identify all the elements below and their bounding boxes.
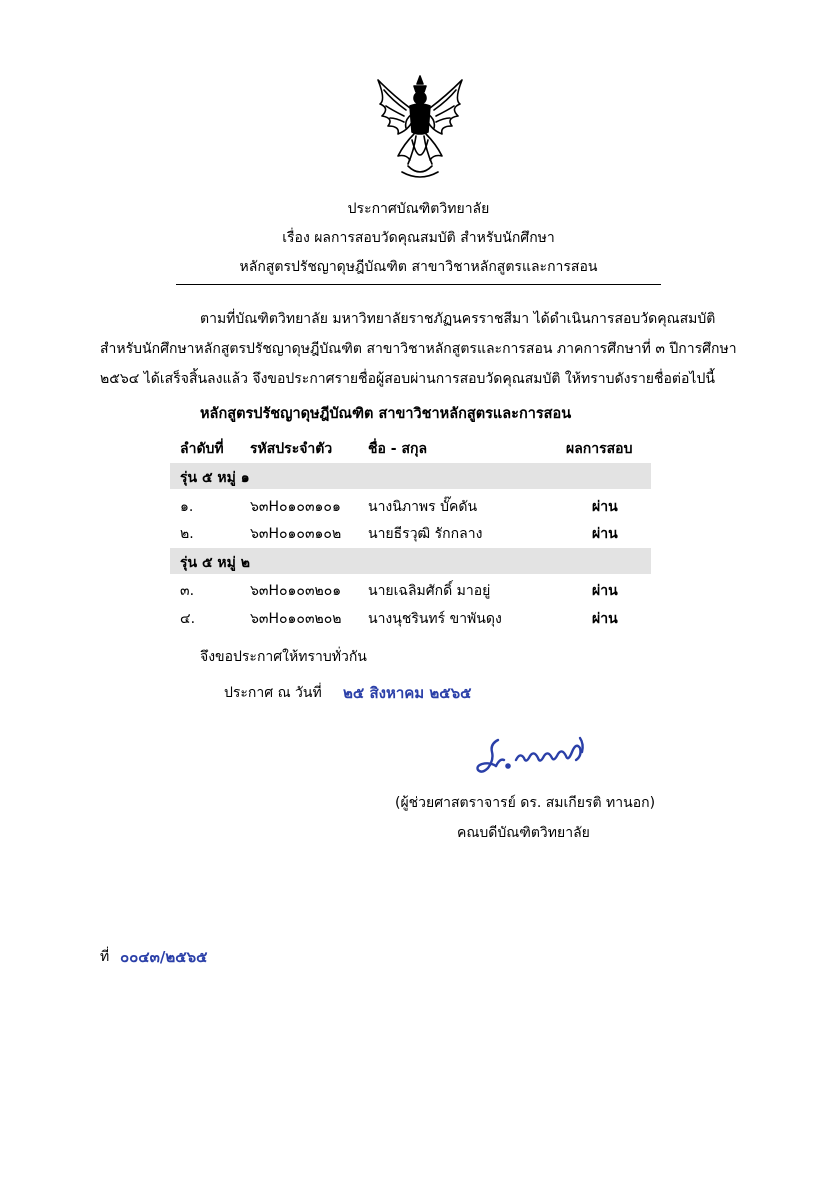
group-header [170,548,651,574]
col-header-result: ผลการสอบ [566,441,633,457]
garuda-emblem-icon [368,70,472,182]
group-label: รุ่น ๕ หมู่ ๑ [180,470,250,486]
reference-prefix: ที่ [100,949,110,965]
col-header-student-id: รหัสประจำตัว [250,441,333,457]
row-result: ผ่าน [592,526,618,542]
col-header-number: ลำดับที่ [180,441,224,457]
col-header-name: ชื่อ - สกุล [368,441,428,457]
row-result: ผ่าน [592,583,618,599]
row-student-id: ๖๓H๐๑๐๓๒๐๑ [250,583,342,599]
row-student-id: ๖๓H๐๑๐๓๑๐๑ [250,499,341,515]
group-label: รุ่น ๕ หมู่ ๒ [180,555,250,571]
row-name: นายธีรวุฒิ รักกลาง [368,526,483,542]
row-student-id: ๖๓H๐๑๐๓๑๐๒ [250,526,342,542]
announcement-title: ประกาศบัณฑิตวิทยาลัย [347,201,490,217]
row-result: ผ่าน [592,611,618,627]
paragraph-line-1: ตามที่บัณฑิตวิทยาลัย มหาวิทยาลัยราชภัฏนครราชสีมา ได้ดำเนินการสอบวัดคุณสมบัติ [200,311,716,327]
row-number: ๓. [180,583,195,599]
program-heading: หลักสูตรปรัชญาดุษฎีบัณฑิต สาขาวิชาหลักสูตรและการสอน [200,406,572,422]
row-number: ๑. [180,499,194,515]
paragraph-line-3: ๒๕๖๔ ได้เสร็จสิ้นลงแล้ว จึงขอประกาศรายชื่อผู้สอบผ่านการสอบวัดคุณสมบัติ ให้ทราบดังรายชื่อต่อไปนี้ [100,371,715,387]
reference-number: ๐๐๔๓/๒๕๖๕ [120,948,208,966]
row-number: ๔. [180,611,196,627]
date-prefix: ประกาศ ณ วันที่ [224,685,322,701]
signature-icon [468,730,598,782]
signer-title: คณบดีบัณฑิตวิทยาลัย [457,825,590,841]
group-header [170,463,651,489]
announcement-date: ๒๕ สิงหาคม ๒๕๖๕ [343,684,472,702]
closing-statement: จึงขอประกาศให้ทราบทั่วกัน [200,649,367,665]
row-result: ผ่าน [592,499,618,515]
row-number: ๒. [180,526,194,542]
header-divider [176,284,661,285]
signer-name: (ผู้ช่วยศาสตราจารย์ ดร. สมเกียรติ ทานอก) [395,795,656,811]
row-name: นางนุชรินทร์ ขาพันดุง [368,611,502,627]
row-student-id: ๖๓H๐๑๐๓๒๐๒ [250,611,342,627]
announcement-program: หลักสูตรปรัชญาดุษฎีบัณฑิต สาขาวิชาหลักสูตรและการสอน [239,259,598,275]
paragraph-line-2: สำหรับนักศึกษาหลักสูตรปรัชญาดุษฎีบัณฑิต สาขาวิชาหลักสูตรและการสอน ภาคการศึกษาที่ ๓ ปีการศึกษา [100,341,737,357]
row-name: นายเฉลิมศักดิ์ มาอยู่ [368,583,491,599]
row-name: นางนิภาพร บั๊คดัน [368,499,478,515]
announcement-subject: เรื่อง ผลการสอบวัดคุณสมบัติ สำหรับนักศึกษา [282,230,555,246]
